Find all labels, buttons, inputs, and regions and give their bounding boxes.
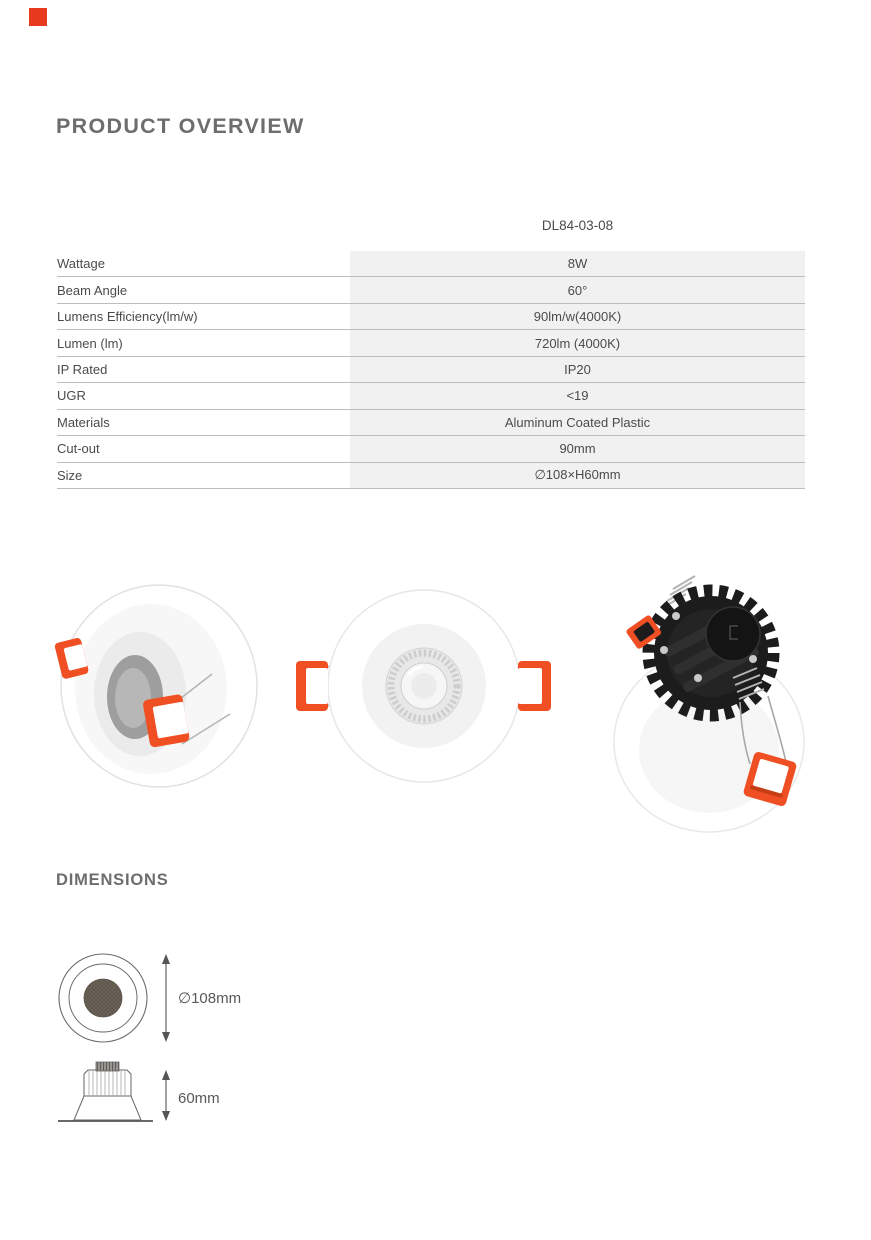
- table-row: [57, 330, 805, 356]
- table-row: [57, 304, 805, 330]
- drawing-top-view: [59, 954, 147, 1042]
- diameter-dimension: [162, 954, 241, 1042]
- spec-label: Lumens Efficiency(lm/w): [57, 304, 350, 329]
- spec-label: Size: [57, 463, 350, 488]
- page-title: PRODUCT OVERVIEW: [56, 114, 305, 138]
- spec-label: Wattage: [57, 251, 350, 276]
- spec-label: IP Rated: [57, 357, 350, 382]
- spec-value: 90mm: [350, 436, 805, 461]
- drawing-side-view: [58, 1062, 153, 1121]
- table-row: [57, 277, 805, 303]
- spec-value: 60°: [350, 277, 805, 302]
- spec-table: [57, 251, 805, 489]
- diameter-label: ∅108mm: [178, 990, 242, 1007]
- brand-mark: [29, 8, 47, 26]
- product-images: [40, 560, 850, 850]
- spec-label: Cut-out: [57, 436, 350, 461]
- table-row: [57, 383, 805, 409]
- spec-value: 90lm/w(4000K): [350, 304, 805, 329]
- height-label: 60mm: [178, 1090, 220, 1107]
- spec-value: <19: [350, 383, 805, 408]
- table-row: [57, 463, 805, 489]
- dimensions-title: DIMENSIONS: [56, 871, 169, 889]
- table-row: [57, 251, 805, 277]
- mounting-clip: [142, 694, 190, 748]
- model-number: DL84-03-08: [541, 218, 614, 233]
- table-row: [57, 357, 805, 383]
- table-row: [57, 436, 805, 462]
- spec-value: ∅108×H60mm: [350, 463, 805, 488]
- spec-label: Lumen (lm): [57, 330, 350, 355]
- spec-value: 8W: [350, 251, 805, 276]
- spec-value: Aluminum Coated Plastic: [350, 410, 805, 435]
- spec-value: 720lm (4000K): [350, 330, 805, 355]
- product-photo-back: [614, 576, 804, 832]
- spec-label: Materials: [57, 410, 350, 435]
- spec-value: IP20: [350, 357, 805, 382]
- mounting-clip: [518, 661, 551, 711]
- dimension-drawings: [40, 930, 290, 1130]
- product-photo-angled: [54, 585, 257, 787]
- table-row: [57, 410, 805, 436]
- product-photo-front: [296, 590, 551, 782]
- spec-label: UGR: [57, 383, 350, 408]
- spec-label: Beam Angle: [57, 277, 350, 302]
- height-dimension: [162, 1070, 220, 1121]
- mounting-clip: [296, 661, 328, 711]
